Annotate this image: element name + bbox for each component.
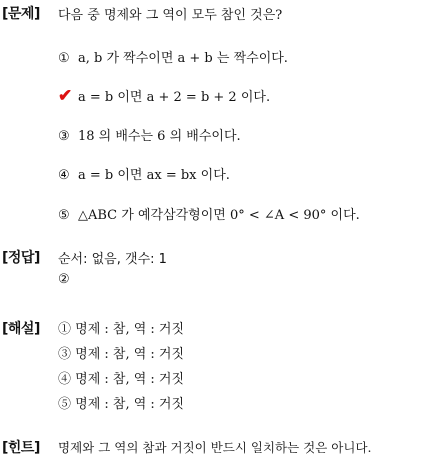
option-4[interactable]	[58, 164, 230, 183]
option-number: ④	[58, 168, 70, 183]
explanation-line: ⑤ 명제 : 참, 역 : 거짓	[58, 397, 185, 412]
option-2[interactable]	[58, 86, 270, 106]
option-3[interactable]	[58, 125, 241, 144]
option-text: a = b 이면 ax = bx 이다.	[78, 168, 230, 183]
explanation-line: ③ 명제 : 참, 역 : 거짓	[58, 347, 185, 362]
option-5[interactable]	[58, 204, 360, 223]
option-text: a, b 가 짝수이면 a + b 는 짝수이다.	[78, 51, 288, 66]
hint-text: 명제와 그 역의 참과 거짓이 반드시 일치하는 것은 아니다.	[58, 440, 372, 455]
problem-label: [문제]	[2, 6, 40, 22]
option-number: ⑤	[58, 208, 70, 223]
question-text: 다음 중 명제와 그 역이 모두 참인 것은?	[58, 8, 283, 23]
checkmark-icon: ✔	[58, 86, 73, 106]
answer-value: ②	[58, 272, 70, 287]
option-text: a = b 이면 a + 2 = b + 2 이다.	[78, 90, 271, 105]
hint-label: [힌트]	[2, 440, 40, 456]
answer-label: [정답]	[2, 250, 40, 266]
explanation-line: ④ 명제 : 참, 역 : 거짓	[58, 372, 185, 387]
option-number: ③	[58, 129, 70, 144]
option-1[interactable]	[58, 47, 288, 66]
option-text: 18 의 배수는 6 의 배수이다.	[78, 129, 241, 144]
answer-meta: 순서: 없음, 갯수: 1	[58, 252, 167, 267]
explanation-line: ① 명제 : 참, 역 : 거짓	[58, 322, 185, 337]
option-number: ①	[58, 51, 70, 66]
option-text: △ABC 가 예각삼각형이면 0° < ∠A < 90° 이다.	[78, 208, 360, 223]
explanation-label: [해설]	[2, 321, 40, 337]
